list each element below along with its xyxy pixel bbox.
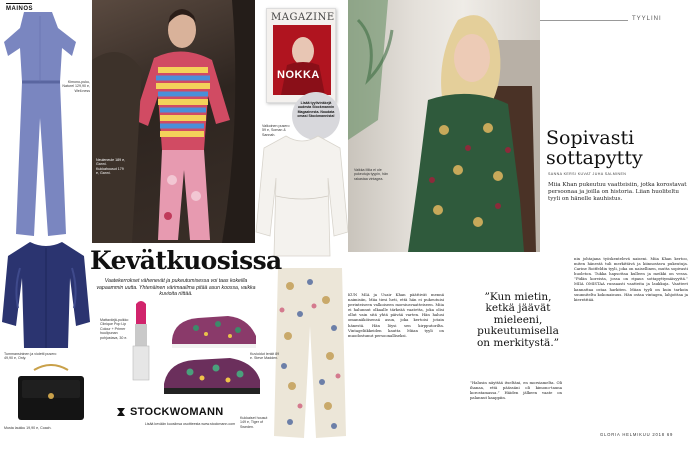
sneaker-side-image <box>160 350 264 396</box>
sneaker-image <box>168 310 260 350</box>
portrait-figure <box>348 0 540 252</box>
article-column-3: nin johtajana työskentelevä naiseni. Miia Khan kertoo, miten hänestä tuli merkittävä ja kiinnostava pukeutuja. Carine Roitfeldin tyyli, joka on naisellinen, mutta sopivasti huoleton. Tukka hapsottaa kulleen ja meikki on vessa. ”Pidän koreista, jossa on ripaus sottapyttymäisyyttä.” MIIA OMISTAA runsaasti vaatteita ja laukkuja. Vaatteet kannattaa ostaa harkiten. Miian tyyli on kuin tarkoin suunniteltu kokonaisuus. Hän ostaa vintagea, lahjoittaa ja kierrättää. <box>574 256 688 302</box>
article-column-2: ”Halusin näyttää itseltäni, en morsiamelta. Oli ihanaa, että päässäni oli kimono-tauna korostamassa.” Häiden jälkeen vaate on palannut kaappiin. <box>470 380 562 401</box>
section-intro: Vaatekerrokset vähenevät ja pukeutumisessa voi taas kokeilla vapaammin uutta. Yhtenäinen värimaailma pitää asun koossa, vaikka kuvioita riittää. <box>96 278 256 298</box>
promo-badge-text: Lisää tyylivinkkejä uudesta Stockmannin Magazinesta. Noudata omasi Stockmannista! <box>297 101 335 119</box>
section-tag-mainos: MAINOS <box>6 6 33 12</box>
caption-pants: Kukkaiset housut 149 e, Tiger of Sweden. <box>240 416 268 429</box>
brand-mark-icon <box>116 406 126 418</box>
section-title: Kevätkuosissa <box>90 246 282 275</box>
portrait-photo <box>348 0 540 252</box>
brand-name: STOCKWOMANN <box>130 406 224 418</box>
magazine-masthead: MAGAZINE <box>271 12 335 23</box>
header-rule <box>540 20 628 21</box>
model-photo <box>92 0 255 243</box>
lipstick-image <box>130 300 152 382</box>
brand-logo <box>116 406 224 418</box>
section-tag-tyylini: TYYLINI <box>632 16 662 22</box>
jumpsuit-image <box>0 8 84 240</box>
caption-portrait: Vaikka Miia ei ole pukeutuja tyypin, hän rakastaa vintagea. <box>354 168 388 181</box>
caption-model: Neuleneule 189 e, Ganni. Kukkahousut 179 e, Ganni. <box>96 158 126 176</box>
caption-jumpsuit: Kimono-puku, Naturel 129,90 e, Well.ness <box>62 80 90 93</box>
article-column-1: KUN MIA ja Usair Khan päättivät mennä naimisiin, Miia tiesi heti, että hän ei pukeutuisi perinteiseen valkoiseen morsiusvaatteiseen. Miia ei halunnut olkaalle tärkeää vaatetta, joka olisi ollut vain sitä yhtä päivää varten. Hän halusi omannäköisensä asun, joka kertoisi jotain hänestä. Hän löysi sen kirpputorilta. Vintageliikkeiden kautta Miian tyyli on muodostunut persoonalliseksi. <box>348 292 444 338</box>
caption-sneakers: Kuvioidut lenkit 89 e. Steve Madden. <box>250 352 280 361</box>
model-figure <box>92 0 255 243</box>
blouse-image <box>0 238 92 352</box>
floral-pants-image <box>270 266 350 440</box>
article-byline: SANNA KERSI KUVAT JUHA SALMINEN <box>548 172 627 176</box>
handbag-image <box>14 364 88 424</box>
caption-blouse: Tummansininen ja violetti pusero 49,90 e, Only. <box>4 352 57 361</box>
magazine-cover-word: NOKKA <box>277 69 320 81</box>
article-deck: Miia Khan pukeutuu vaatteisiin, jotka korostavat persoonaa ja joilla on historia. Liian huoliteltu tyyli on hänelle kauhistus. <box>548 182 687 203</box>
magazine-cover-art <box>273 25 331 95</box>
page-folio: GLORIA HELMIKUU 2018 69 <box>600 432 674 437</box>
brand-subtext: Lisää kevään kuosiinsa osoitteesta www.stockmann.com <box>144 422 236 426</box>
caption-lipstick: Mattavärjä-puikko Clinique Pop Lip Colour + Primer huulipunan pohjustava, 30 e. <box>100 318 129 340</box>
pull-quote: ”Kun mietin, ketkä jäävät mieleeni, pukeutumisella on merkitystä.” <box>476 291 560 349</box>
article-headline: Sopivasti sottapytty <box>546 127 643 169</box>
caption-top: Valkoinen pusero 59 e, Soman & Sannah. <box>262 124 290 137</box>
caption-bag: Musta laukku 19,90 e, Coach. <box>4 426 52 430</box>
magazine-cover <box>266 8 336 103</box>
white-blouse-image <box>254 132 350 260</box>
